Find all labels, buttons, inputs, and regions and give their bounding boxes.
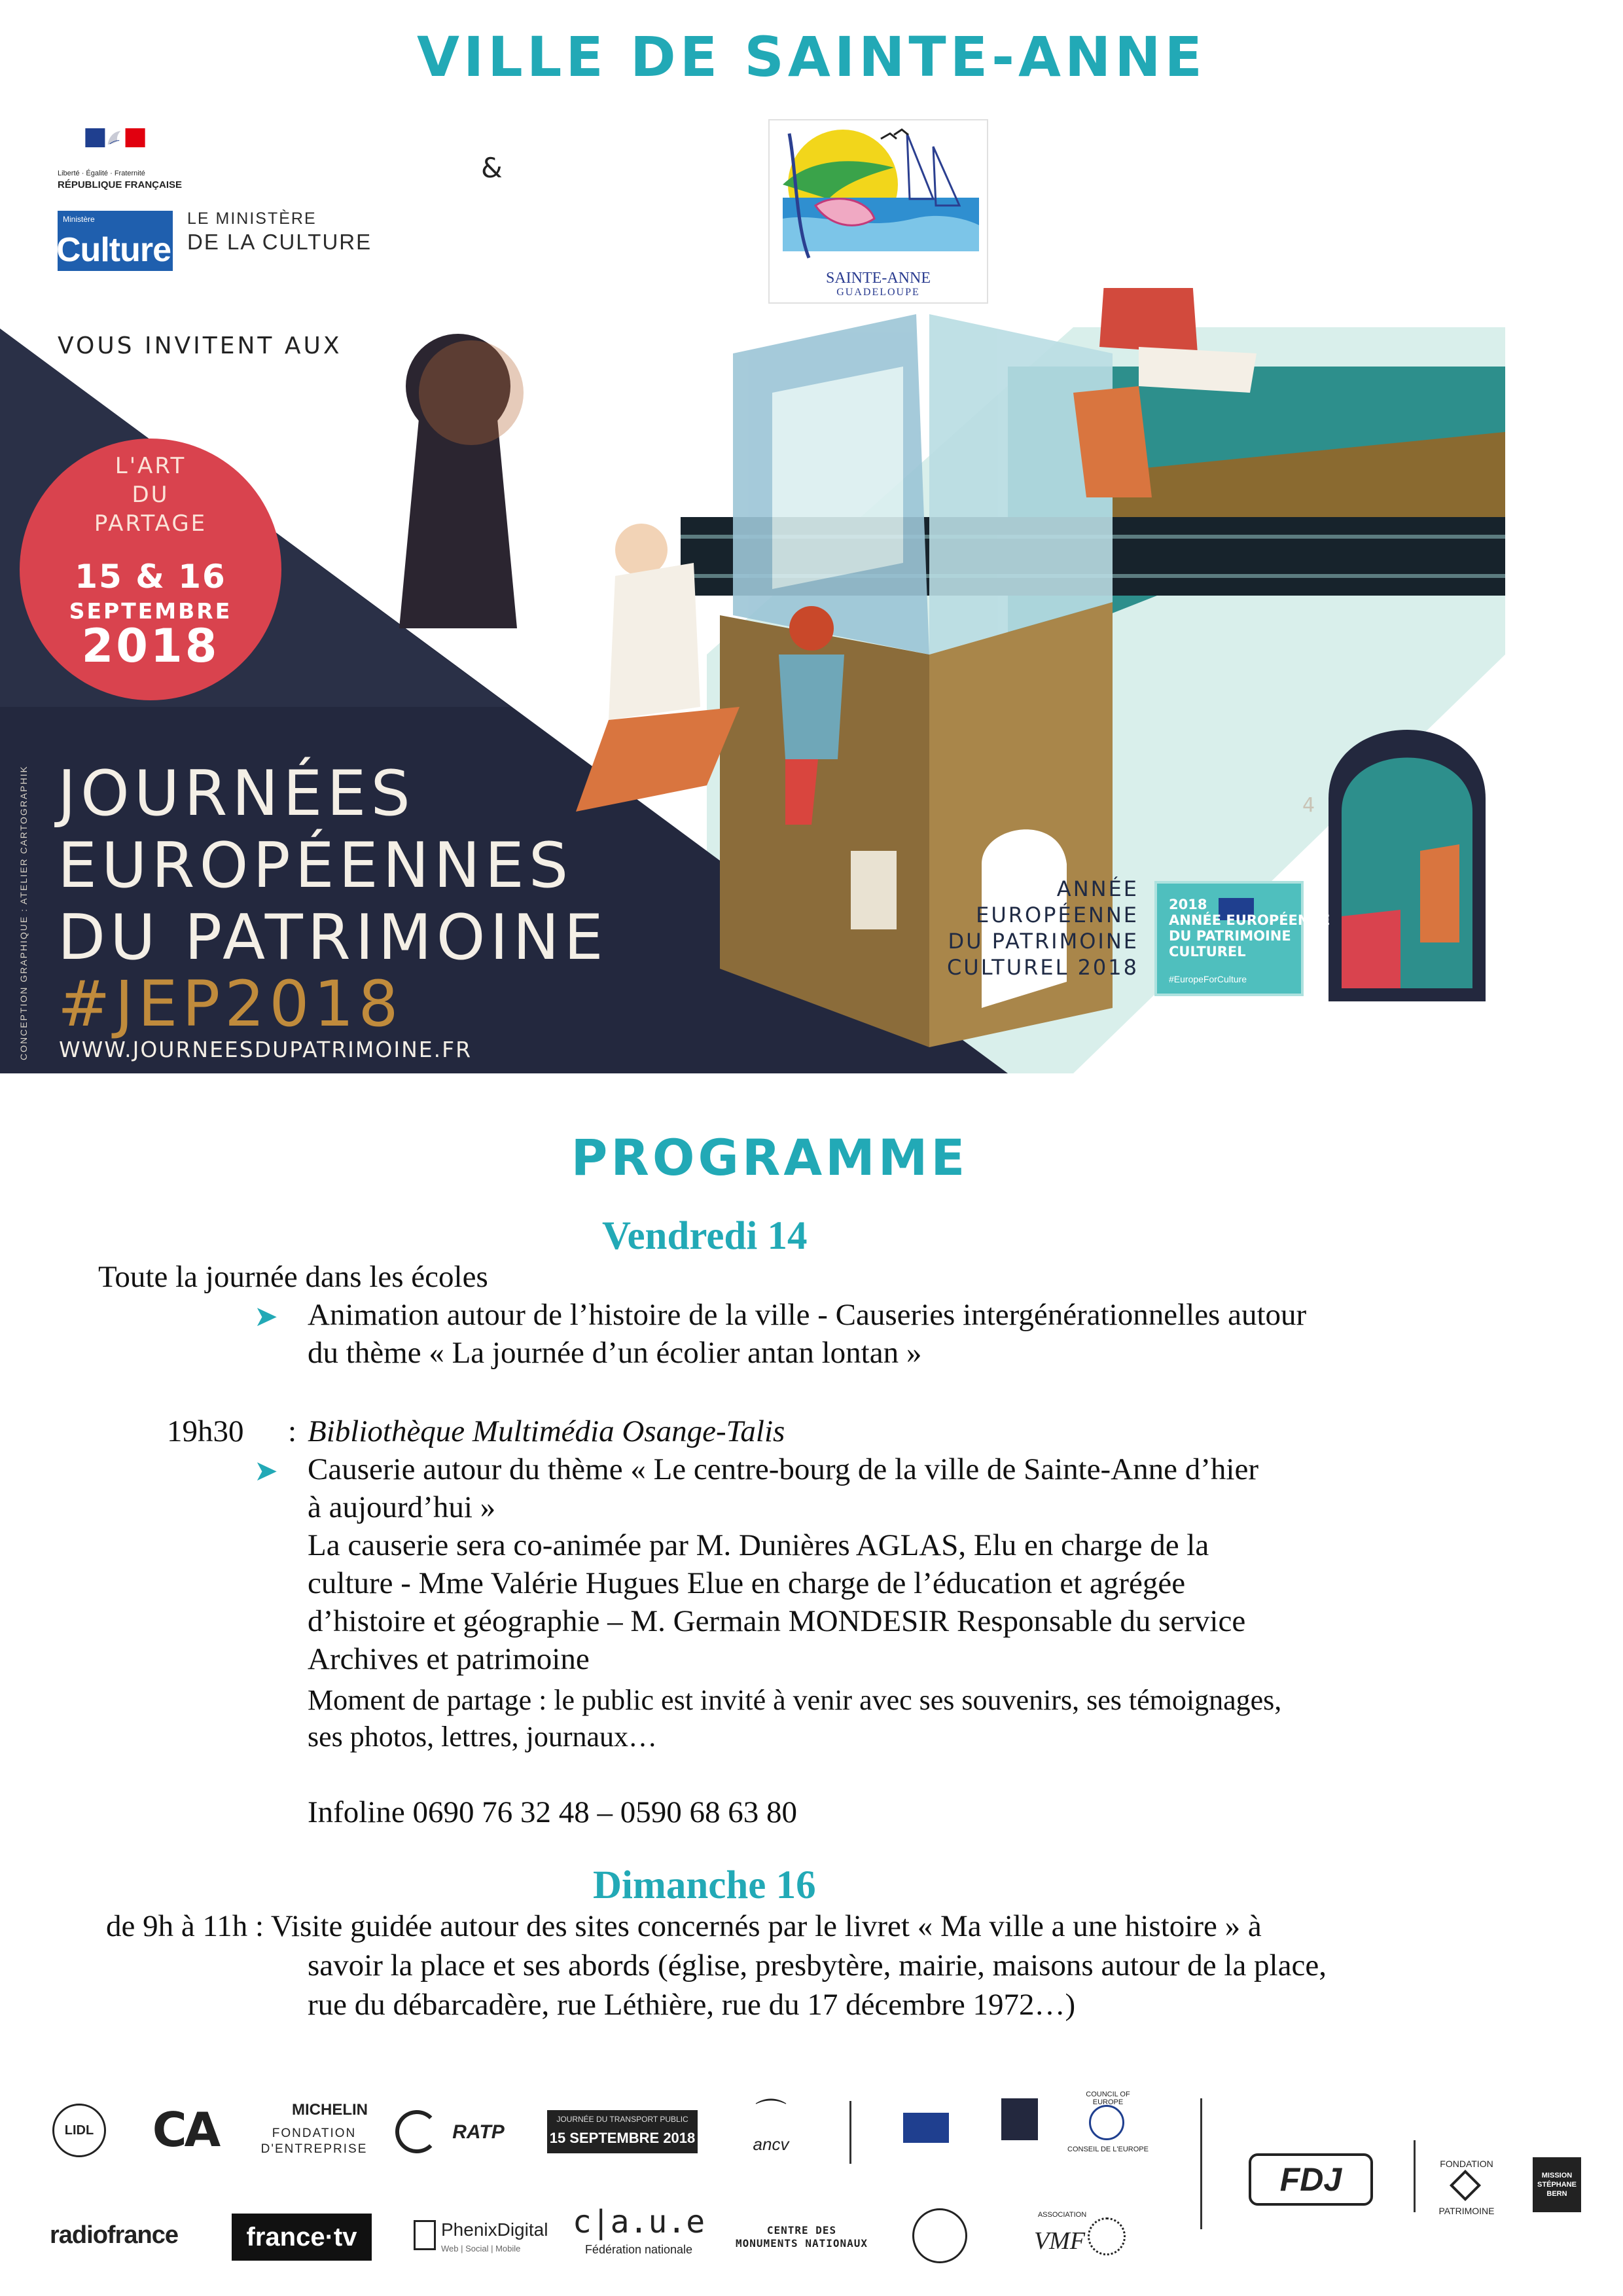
badge-year: 2018: [81, 619, 220, 673]
annee-europeenne-label: [877, 876, 1139, 980]
mission-bern-logo: MISSION STÉPHANE BERN: [1533, 2157, 1581, 2212]
jep-title-line-1: JOURNÉES: [58, 758, 415, 830]
arrow-bullet-icon: ➤: [254, 1454, 278, 1488]
friday-item-1-line-1: Animation autour de l’histoire de la ville - Causeries intergénérationnelles autour: [308, 1298, 1307, 1332]
republique-name: RÉPUBLIQUE FRANÇAISE: [58, 179, 183, 190]
eu-label-line-4: CULTUREL: [1169, 944, 1246, 960]
partner-divider: [849, 2101, 851, 2164]
eu-label-text: [1169, 897, 1330, 960]
ministere-line1: LE MINISTÈRE: [187, 209, 317, 228]
journee-transport-label: JOURNÉE DU TRANSPORT PUBLIC: [556, 2115, 688, 2124]
jep-hashtag: #JEP2018: [58, 967, 403, 1041]
annee-line-4: CULTUREL 2018: [946, 955, 1139, 980]
jep-title: [58, 758, 608, 974]
badge-art-du-partage: [39, 452, 262, 538]
lidl-logo: LIDL: [52, 2104, 106, 2157]
ampersand: &: [481, 152, 503, 184]
friday-intro: Toute la journée dans les écoles: [98, 1260, 488, 1294]
programme-title: PROGRAMME: [571, 1128, 969, 1187]
annee-line-2: EUROPÉENNE: [976, 903, 1139, 927]
friday-item-1: [308, 1296, 1306, 1372]
eu-flag-icon: [903, 2113, 949, 2143]
sunday-title: Dimanche 16: [593, 1863, 816, 1907]
partner-divider: [1414, 2140, 1416, 2212]
conception-credit: CONCEPTION GRAPHIQUE : ATELIER CARTOGRAPHIK: [18, 765, 29, 1060]
culture-logo-word: Culture: [56, 231, 171, 269]
republique-motto: Liberté · Égalité · Fraternité: [58, 170, 145, 177]
annee-line-1: ANNÉE: [1056, 876, 1139, 901]
corner-number: 4: [1302, 794, 1315, 817]
friday-item-2-line-5: d’histoire et géographie – M. Germain MONDESIR Responsable du service: [308, 1604, 1246, 1638]
friday-partage-line-2: ses photos, lettres, journaux…: [308, 1721, 658, 1753]
vmf-sun-icon: [1088, 2217, 1126, 2255]
friday-partage: [308, 1682, 1281, 1755]
friday-item-2-line-1: Causerie autour du thème « Le centre-bourg de la ville de Sainte-Anne d’hier: [308, 1452, 1258, 1486]
fondation-patrimoine-name: PATRIMOINE: [1438, 2206, 1495, 2216]
friday-infoline: Infoline 0690 76 32 48 – 0590 68 63 80: [308, 1795, 798, 1829]
keyhole-icon: [399, 334, 524, 628]
fdj-logo: FDJ: [1249, 2153, 1373, 2206]
phenixdigital-logo: PhenixDigital: [441, 2219, 548, 2240]
culture-logo-small: Ministère: [63, 215, 95, 224]
castle-tower-illustration: [720, 602, 1113, 1047]
friday-item-2-line-4: culture - Mme Valérie Hugues Elue en charge de l’éducation et agrégée: [308, 1566, 1186, 1600]
invitation-line: VOUS INVITENT AUX: [58, 332, 342, 359]
badge-art-line-1: L'ART: [115, 453, 187, 479]
friday-item-2-line-3: La causerie sera co-animée par M. Dunières AGLAS, Elu en charge de la: [308, 1528, 1209, 1562]
council-of-europe-icon: [1089, 2105, 1124, 2140]
sainte-anne-logo-name: SAINTE-ANNE: [826, 270, 931, 287]
fondation-entreprise-label: FONDATION D'ENTREPRISE: [260, 2126, 368, 2156]
friday-item-2-line-2: à aujourd’hui »: [308, 1490, 496, 1524]
sunday-line-3: rue du débarcadère, rue Léthière, rue du 17 décembre 1972…): [308, 1988, 1076, 2022]
sunday-line-1: de 9h à 11h : Visite guidée autour des sites concernés par le livret « Ma ville a une histoire » à: [106, 1909, 1262, 1943]
michelin-logo: MICHELIN: [292, 2101, 368, 2119]
friday-item-2: [308, 1450, 1258, 1678]
annee-line-3: DU PATRIMOINE: [948, 929, 1139, 954]
badge-dates: 15 & 16: [75, 558, 226, 596]
arch-illustration: [1329, 730, 1486, 1001]
friday-time-separator: :: [288, 1414, 297, 1448]
sainte-anne-emblem: [770, 120, 987, 271]
website-link[interactable]: WWW.JOURNEESDUPATRIMOINE.FR: [59, 1037, 473, 1062]
friday-time: 19h30: [167, 1414, 244, 1448]
badge-art-line-3: PARTAGE: [94, 511, 207, 537]
journee-transport-date: 15 SEPTEMBRE 2018: [549, 2130, 696, 2146]
eu-label-line-3: DU PATRIMOINE: [1169, 928, 1291, 944]
friday-place: Bibliothèque Multimédia Osange-Talis: [308, 1414, 785, 1448]
france-tv-logo: france·tv: [232, 2214, 372, 2261]
ville-historique-seal-icon: [912, 2208, 967, 2263]
badge-month: SEPTEMBRE: [69, 598, 232, 624]
bird-icon: ⌒: [755, 2098, 787, 2132]
eu-label-line-1: 2018: [1169, 897, 1207, 912]
radiofrance-logo: radiofrance: [50, 2221, 178, 2249]
friday-partage-line-1: Moment de partage : le public est invité à venir avec ses souvenirs, ses témoignages,: [308, 1684, 1282, 1716]
vmf-association-label: ASSOCIATION: [1037, 2211, 1087, 2219]
fondation-patrimoine-icon: [1450, 2170, 1481, 2201]
phenixdigital-tagline: Web | Social | Mobile: [441, 2243, 521, 2253]
ratp-logo: RATP: [452, 2121, 505, 2143]
caue-tagline: Fédération nationale: [584, 2242, 693, 2256]
eu-label-hashtag: #EuropeForCulture: [1169, 974, 1247, 984]
jep-title-line-3: DU PATRIMOINE: [58, 902, 608, 974]
council-of-europe-label: COUNCIL OF EUROPE: [1086, 2090, 1130, 2106]
republique-francaise-logo: [58, 128, 173, 165]
ratp-icon: [395, 2110, 438, 2153]
page-title: VILLE DE SAINTE-ANNE: [417, 25, 1206, 89]
credit-agricole-logo: CA: [152, 2102, 219, 2157]
phenixdigital-icon: [414, 2220, 436, 2250]
eu-label-line-2: ANNÉE EUROPÉENNE: [1169, 912, 1330, 928]
vmf-logo: VMF: [1033, 2227, 1086, 2255]
friday-item-2-line-6: Archives et patrimoine: [308, 1642, 590, 1676]
arrow-bullet-icon: ➤: [254, 1300, 278, 1333]
sainte-anne-logo-sub: GUADELOUPE: [836, 287, 920, 298]
cmn-logo: CENTRE DES MONUMENTS NATIONAUX: [735, 2224, 868, 2250]
glass-book-illustration: [733, 314, 1113, 655]
badge-art-line-2: DU: [132, 482, 169, 508]
fondation-patrimoine-label: FONDATION: [1440, 2159, 1493, 2169]
european-heritage-label-icon: [1001, 2098, 1038, 2140]
republique-francaise-text: [58, 168, 182, 191]
ministere-line2: DE LA CULTURE: [187, 230, 372, 254]
friday-item-1-line-2: du thème « La journée d’un écolier antan lontan »: [308, 1336, 922, 1370]
conseil-europe-label: CONSEIL DE L'EUROPE: [1067, 2145, 1149, 2153]
friday-title: Vendredi 14: [602, 1214, 808, 1258]
caue-logo: c|a.u.e: [572, 2204, 705, 2240]
partner-divider: [1200, 2098, 1202, 2229]
sunday-line-2: savoir la place et ses abords (église, presbytère, mairie, maisons autour de la place,: [308, 1948, 1327, 1982]
ministere-label: [187, 207, 372, 254]
ancv-logo: ancv: [753, 2134, 789, 2154]
jep-title-line-2: EUROPÉENNES: [58, 830, 573, 902]
